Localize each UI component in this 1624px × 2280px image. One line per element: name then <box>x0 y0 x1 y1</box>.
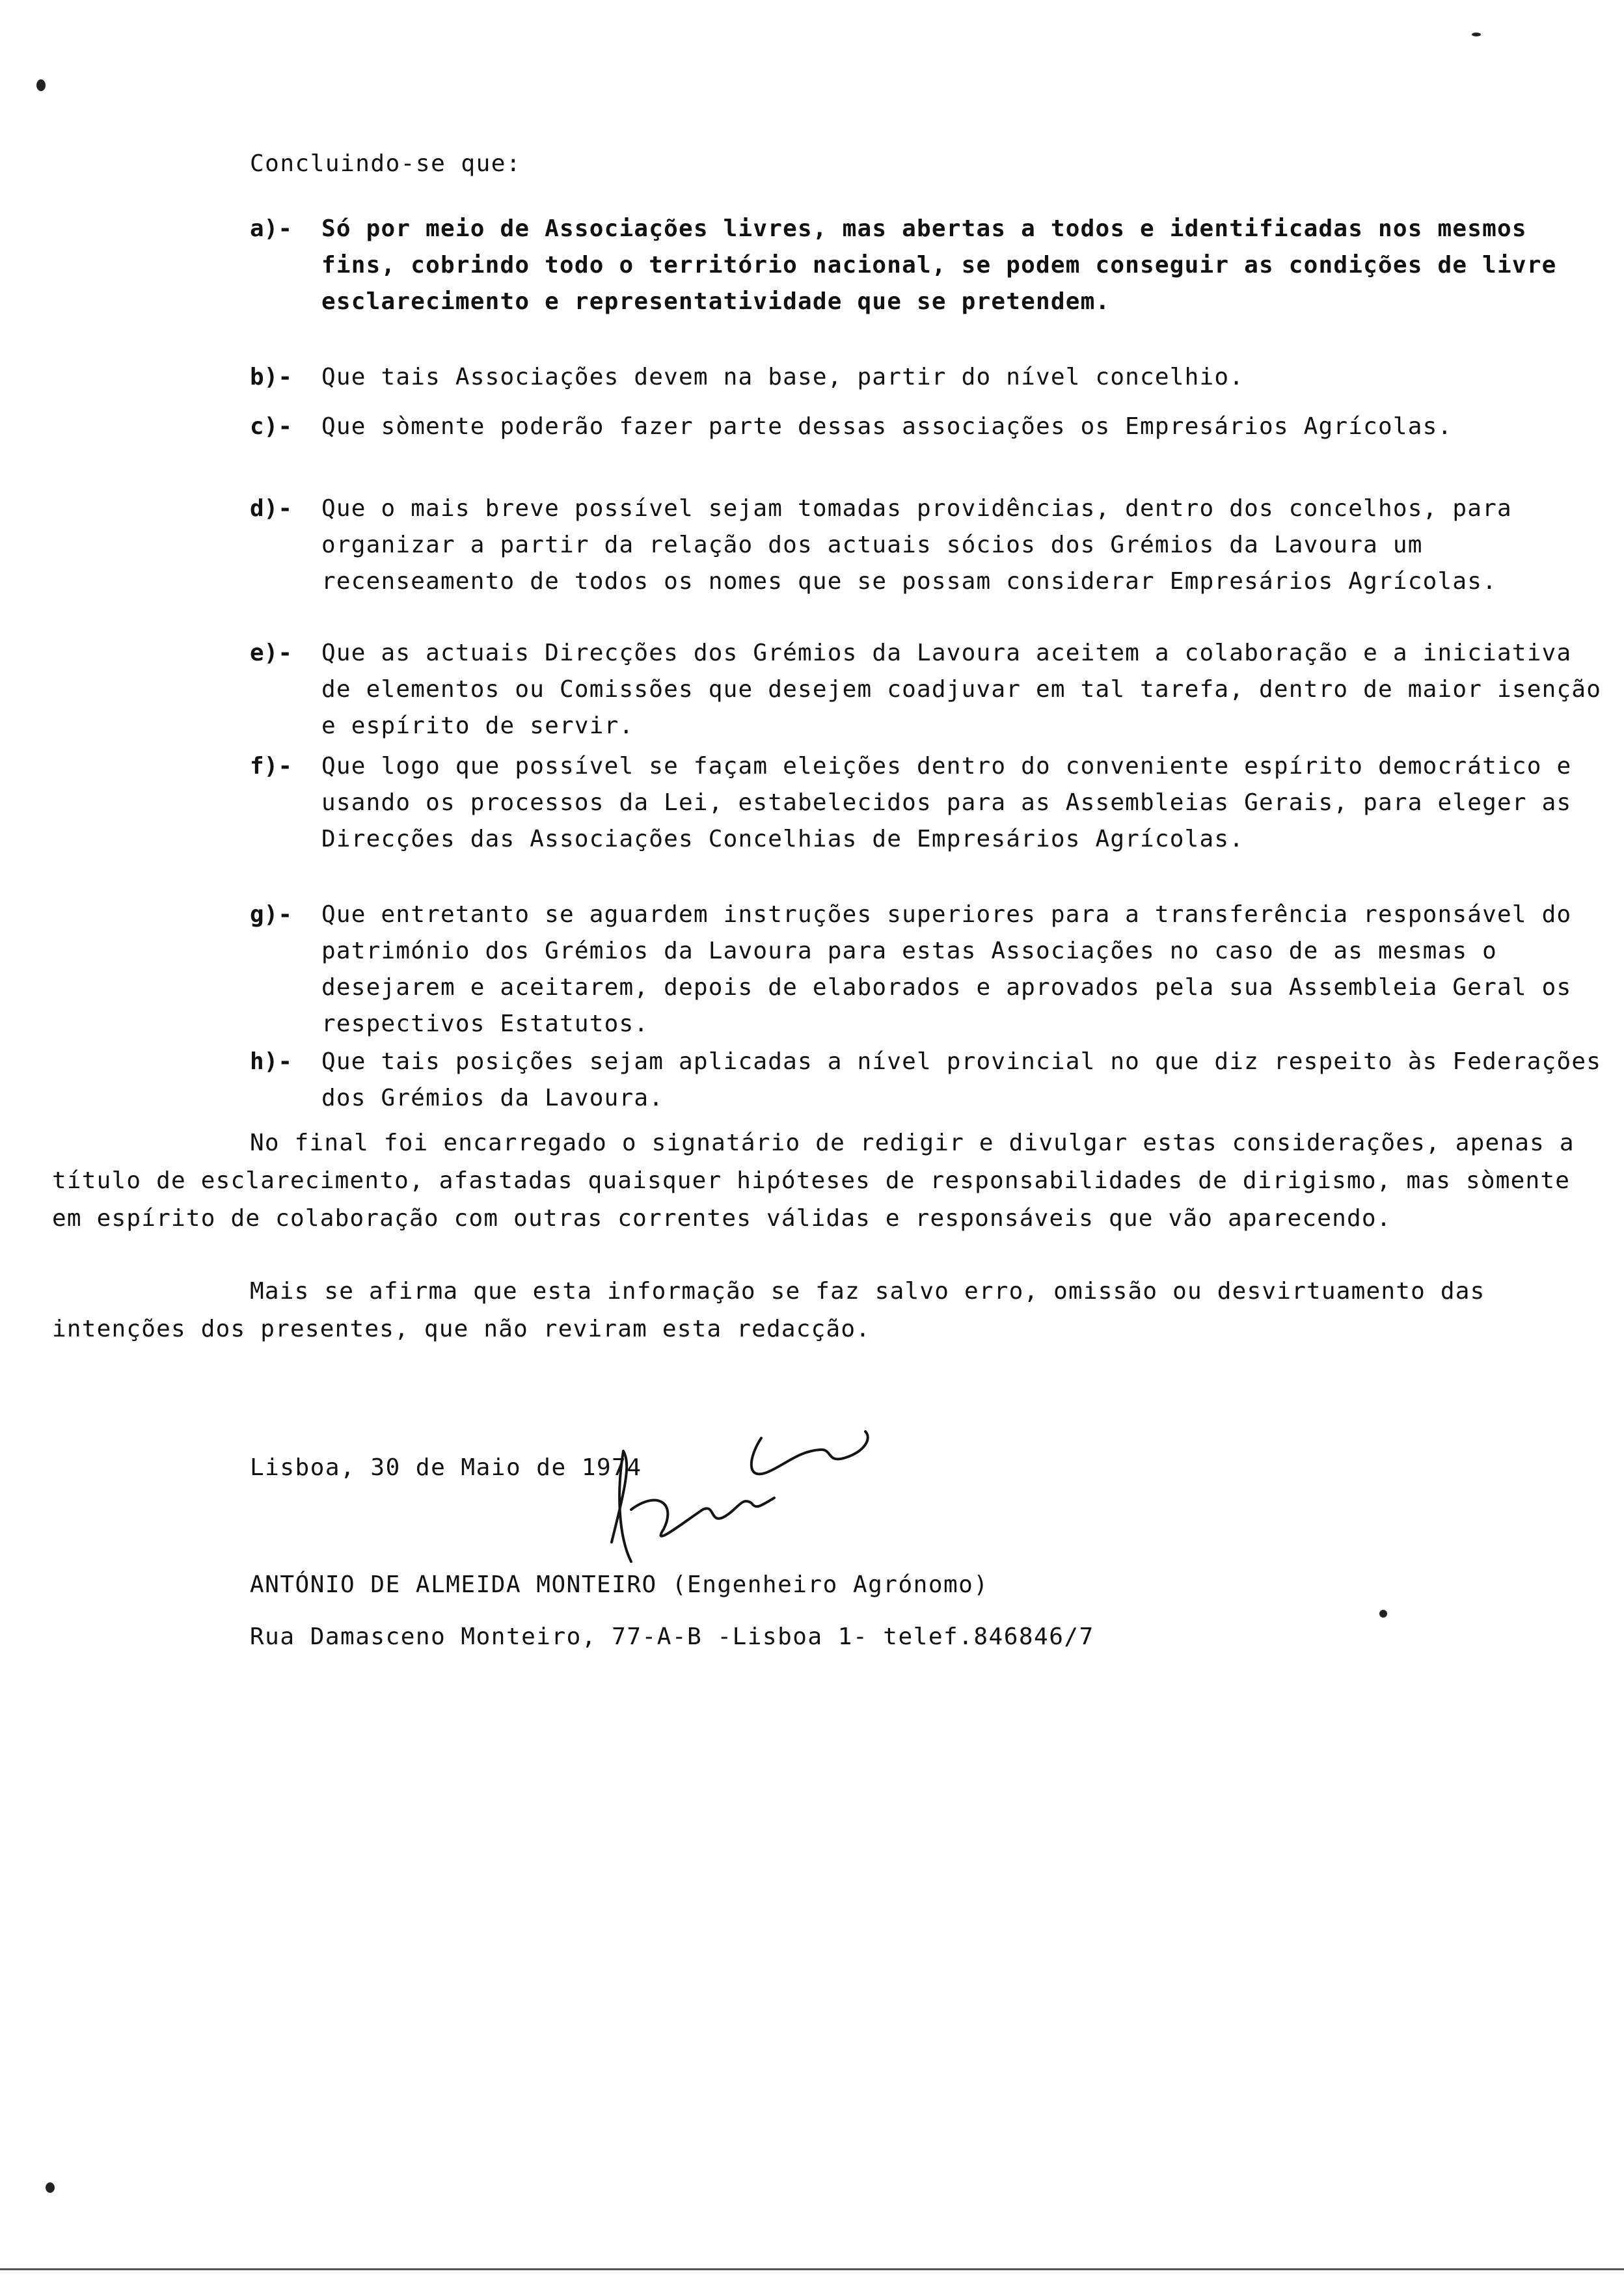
item-text: Que logo que possível se façam eleições dentro do conveniente espírito democrático e usando os processos da Lei, estabelecidos para as Assembleias Gerais, para eleger as Direcções das Associações Concelhias de Empresários Agrícolas. <box>321 753 1587 852</box>
item-text: Que sòmente poderão fazer parte dessas associações os Empresários Agrícolas. <box>321 413 1453 440</box>
item-label: e)- <box>250 640 293 666</box>
closing-paragraph-2: Mais se afirma que esta informação se faz salvo erro, omissão ou desvirtuamento das intenções dos presentes, que não reviram esta redacção. <box>52 1278 1500 1342</box>
item-text: Só por meio de Associações livres, mas abertas a todos e identificadas nos mesmos fins, cobrindo todo o território nacional, se podem conseguir as condições de livre esclarecimento e representatividade que se pretendem. <box>321 215 1572 315</box>
item-text: Que tais Associações devem na base, partir do nível concelhio. <box>321 364 1245 390</box>
scan-speck <box>1472 33 1481 36</box>
scan-speck <box>36 79 46 91</box>
item-label: b)- <box>250 364 293 390</box>
item-text: Que tais posições sejam aplicadas a nível provincial no que diz respeito às Federações dos Grémios da Lavoura. <box>321 1048 1617 1111</box>
scan-speck <box>46 2182 55 2193</box>
item-text: Que as actuais Direcções dos Grémios da Lavoura aceitem a colaboração e a iniciativa de elementos ou Comissões que desejem coadjuvar em tal tarefa, dentro de maior isenção e espírito de servir. <box>321 640 1617 739</box>
place-date: Lisboa, 30 de Maio de 1974 <box>250 1454 642 1481</box>
item-label: h)- <box>250 1048 293 1075</box>
item-label: a)- <box>250 215 293 242</box>
scan-edge-line <box>0 2268 1624 2270</box>
scan-speck <box>1379 1610 1387 1618</box>
item-label: g)- <box>250 901 293 928</box>
item-text: Que entretanto se aguardem instruções superiores para a transferência responsável do património dos Grémios da Lavoura para estas Associações no caso de as mesmas o desejarem e aceitarem, depois de elaborados e aprovados pela sua Assembleia Geral os respectivos Estatutos. <box>321 901 1587 1037</box>
heading: Concluindo-se que: <box>250 150 522 177</box>
signatory-name: ANTÓNIO DE ALMEIDA MONTEIRO (Engenheiro Agrónomo) <box>250 1571 989 1598</box>
item-label: c)- <box>250 413 293 440</box>
item-label: d)- <box>250 495 293 522</box>
closing-paragraph-1: No final foi encarregado o signatário de redigir e divulgar estas considerações, apenas a título de esclarecimento, afastadas quaisquer hipóteses de responsabilidades de dirigismo, mas sòmente em espírito de colaboração com outras correntes válidas e responsáveis que vão aparecendo. <box>52 1130 1590 1232</box>
item-label: f)- <box>250 753 293 780</box>
item-text: Que o mais breve possível sejam tomadas providências, dentro dos concelhos, para organizar a partir da relação dos actuais sócios dos Grémios da Lavoura um recenseamento de todos os nomes que se possam considerar Empresários Agrícolas. <box>321 495 1527 595</box>
handwritten-signature <box>586 1412 924 1581</box>
address-line: Rua Damasceno Monteiro, 77-A-B -Lisboa 1- telef.846846/7 <box>250 1623 1094 1650</box>
